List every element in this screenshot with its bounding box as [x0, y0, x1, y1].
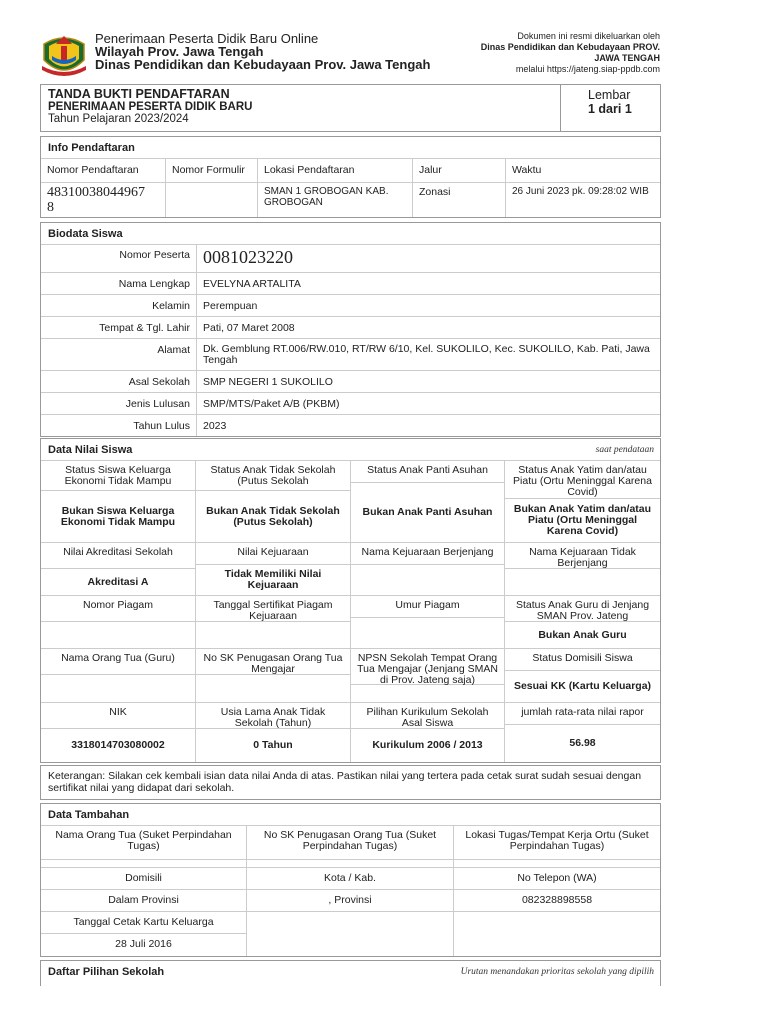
value-nama-lengkap: EVELYNA ARTALITA — [197, 273, 660, 295]
value-sk-ortu-suket — [247, 860, 454, 868]
value-lokasi-tugas-suket — [454, 860, 660, 868]
label-nomor-peserta: Nomor Peserta — [41, 245, 197, 273]
label-jenis-lulusan: Jenis Lulusan — [41, 393, 197, 415]
value-alamat: Dk. Gemblung RT.006/RW.010, RT/RW 6/10, Kel. SUKOLILO, Kec. SUKOLILO, Kab. Pati, Jawa Tengah — [197, 339, 660, 371]
section-title-pilihan — [41, 961, 660, 985]
section-title-nilai-text: Data Nilai Siswa — [48, 444, 133, 456]
header-waktu: Waktu — [506, 159, 660, 183]
label-ttl: Tempat & Tgl. Lahir — [41, 317, 197, 339]
score-value — [41, 622, 196, 649]
value-kota: , Provinsi — [247, 890, 454, 912]
header-agency: Dinas Pendidikan dan Kebudayaan Prov. Jawa Tengah — [95, 57, 431, 72]
form-number — [166, 183, 258, 217]
score-value: 56.98 — [569, 737, 596, 749]
score-value: Akreditasi A — [41, 569, 196, 596]
label-kota: Kota / Kab. — [247, 868, 454, 890]
note-box: Keterangan: Silakan cek kembali isian data nilai Anda di atas. Pastikan nilai yang tertera pada cetak surat sudah sesuai dengan sertifikat nilai yang didapat dari sekolah. — [40, 765, 661, 800]
score-value — [351, 565, 505, 596]
document-header — [0, 0, 768, 84]
label-kelamin: Kelamin — [41, 295, 197, 317]
section-title-tambahan: Data Tambahan — [41, 804, 660, 826]
student-score-section — [40, 438, 661, 763]
score-value: Bukan Anak Guru — [505, 622, 660, 649]
score-label: NIK — [41, 703, 196, 729]
value-nomor-peserta: 0081023220 — [197, 245, 660, 273]
receipt-subtitle: PENERIMAAN PESERTA DIDIK BARU — [48, 101, 253, 113]
score-label: Status Domisili Siswa — [505, 649, 660, 671]
score-label: Nilai Akreditasi Sekolah — [41, 543, 196, 569]
score-label: Umur Piagam — [351, 596, 505, 618]
registration-number-line2: 8 — [47, 200, 54, 215]
section-title-pilihan-text: Daftar Pilihan Sekolah — [48, 966, 165, 978]
score-value: Bukan Anak Panti Asuhan — [351, 483, 505, 543]
header-issuer-note — [481, 31, 660, 75]
score-value — [196, 675, 351, 703]
receipt-title: TANDA BUKTI PENDAFTARAN — [48, 87, 230, 101]
score-value: Tidak Memiliki Nilai Kejuaraan — [196, 565, 351, 596]
header-jalur: Jalur — [413, 159, 506, 183]
value-telepon: 082328898558 — [454, 890, 660, 912]
value-domisili: Dalam Provinsi — [41, 890, 247, 912]
label-telepon: No Telepon (WA) — [454, 868, 660, 890]
score-value: 3318014703080002 — [41, 729, 196, 762]
issuer-line-3: JAWA TENGAH — [594, 53, 660, 63]
score-label: NPSN Sekolah Tempat Orang Tua Mengajar (Jenjang SMAN di Prov. Jateng saja) — [351, 649, 505, 685]
score-value — [41, 675, 196, 703]
score-value — [196, 622, 351, 649]
section-title-registration: Info Pendaftaran — [41, 137, 660, 159]
page-counter — [562, 85, 660, 131]
registration-time: 26 Juni 2023 pk. 09:28:02 WIB — [512, 186, 649, 197]
score-value: Sesuai KK (Kartu Keluarga) — [505, 671, 660, 703]
header-lokasi: Lokasi Pendaftaran — [258, 159, 413, 183]
page-counter-label: Lembar — [588, 88, 631, 102]
score-label: Usia Lama Anak Tidak Sekolah (Tahun) — [196, 703, 351, 729]
issuer-line-2: Dinas Pendidikan dan Kebudayaan PROV. — [480, 42, 660, 52]
receipt-title-left — [41, 85, 561, 131]
score-value: Bukan Siswa Keluarga Ekonomi Tidak Mampu — [41, 491, 196, 543]
page-counter-value: 1 dari 1 — [588, 102, 632, 116]
header-sk-ortu-suket: No SK Penugasan Orang Tua (Suket Perpindahan Tugas) — [247, 826, 454, 860]
score-value: 0 Tahun — [196, 729, 351, 762]
score-label: Status Anak Panti Asuhan — [351, 461, 505, 483]
score-value — [505, 569, 660, 596]
header-region: Wilayah Prov. Jawa Tengah — [95, 44, 264, 59]
score-label: Nilai Kejuaraan — [196, 543, 351, 565]
score-label: Status Anak Tidak Sekolah (Putus Sekolah — [196, 461, 351, 491]
registration-info-section — [40, 136, 661, 218]
label-domisili: Domisili — [41, 868, 247, 890]
value-tahun-lulus: 2023 — [203, 420, 227, 432]
label-tanggal-kk: Tanggal Cetak Kartu Keluarga — [41, 912, 247, 934]
registration-path: Zonasi — [413, 183, 506, 217]
empty-cell — [247, 912, 454, 956]
score-label: No SK Penugasan Orang Tua Mengajar — [196, 649, 351, 675]
score-value: Bukan Anak Yatim dan/atau Piatu (Ortu Meninggal Karena Covid) — [505, 499, 660, 543]
value-tanggal-kk: 28 Juli 2016 — [41, 934, 247, 956]
issuer-line-1: Dokumen ini resmi dikeluarkan oleh — [517, 31, 660, 41]
section-note-nilai: saat pendataan — [595, 445, 654, 455]
value-jenis-lulusan: SMP/MTS/Paket A/B (PKBM) — [197, 393, 660, 415]
header-lokasi-tugas-suket: Lokasi Tugas/Tempat Kerja Ortu (Suket Perpindahan Tugas) — [454, 826, 660, 860]
additional-data-section — [40, 803, 661, 957]
score-label: Status Anak Yatim dan/atau Piatu (Ortu Meninggal Karena Covid) — [505, 461, 660, 499]
label-asal-sekolah: Asal Sekolah — [41, 371, 197, 393]
section-title-nilai — [41, 439, 660, 461]
score-label: Nomor Piagam — [41, 596, 196, 622]
score-label: Tanggal Sertifikat Piagam Kejuaraan — [196, 596, 351, 622]
label-tahun-lulus: Tahun Lulus — [41, 415, 197, 436]
jawa-tengah-emblem-icon — [40, 30, 88, 80]
student-biodata-section — [40, 222, 661, 437]
score-value — [351, 685, 505, 703]
registration-number-line1: 48310038044967 — [47, 185, 145, 200]
score-label: jumlah rata-rata nilai rapor — [505, 703, 660, 725]
receipt-title-box — [40, 84, 661, 132]
value-asal-sekolah: SMP NEGERI 1 SUKOLILO — [197, 371, 660, 393]
school-choice-section — [40, 960, 661, 986]
issuer-url: melalui https://jateng.siap-ppdb.com — [515, 64, 660, 74]
score-value: Kurikulum 2006 / 2013 — [351, 729, 505, 762]
score-label: Nama Kejuaraan Tidak Berjenjang — [505, 543, 660, 569]
value-ttl: Pati, 07 Maret 2008 — [197, 317, 660, 339]
score-label: Pilihan Kurikulum Sekolah Asal Siswa — [351, 703, 505, 729]
header-nomor-pendaftaran: Nomor Pendaftaran — [41, 159, 166, 183]
score-label: Nama Kejuaraan Berjenjang — [351, 543, 505, 565]
header-nama-ortu-suket: Nama Orang Tua (Suket Perpindahan Tugas) — [41, 826, 247, 860]
academic-year: Tahun Pelajaran 2023/2024 — [48, 113, 189, 125]
value-nama-ortu-suket — [41, 860, 247, 868]
header-title: Penerimaan Peserta Didik Baru Online — [95, 31, 319, 46]
value-kelamin: Perempuan — [197, 295, 660, 317]
label-nama-lengkap: Nama Lengkap — [41, 273, 197, 295]
score-value: Bukan Anak Tidak Sekolah (Putus Sekolah) — [196, 491, 351, 543]
score-label: Status Anak Guru di Jenjang SMAN Prov. Jateng — [505, 596, 660, 622]
header-nomor-formulir: Nomor Formulir — [166, 159, 258, 183]
score-label: Nama Orang Tua (Guru) — [41, 649, 196, 675]
section-note-pilihan: Urutan menandakan prioritas sekolah yang dipilih — [460, 967, 654, 977]
section-title-biodata: Biodata Siswa — [41, 223, 660, 245]
label-alamat: Alamat — [41, 339, 197, 371]
registration-number — [41, 183, 166, 217]
score-label: Status Siswa Keluarga Ekonomi Tidak Mampu — [41, 461, 196, 491]
score-value — [351, 618, 505, 649]
registration-location: SMAN 1 GROBOGAN KAB. GROBOGAN — [258, 183, 413, 217]
